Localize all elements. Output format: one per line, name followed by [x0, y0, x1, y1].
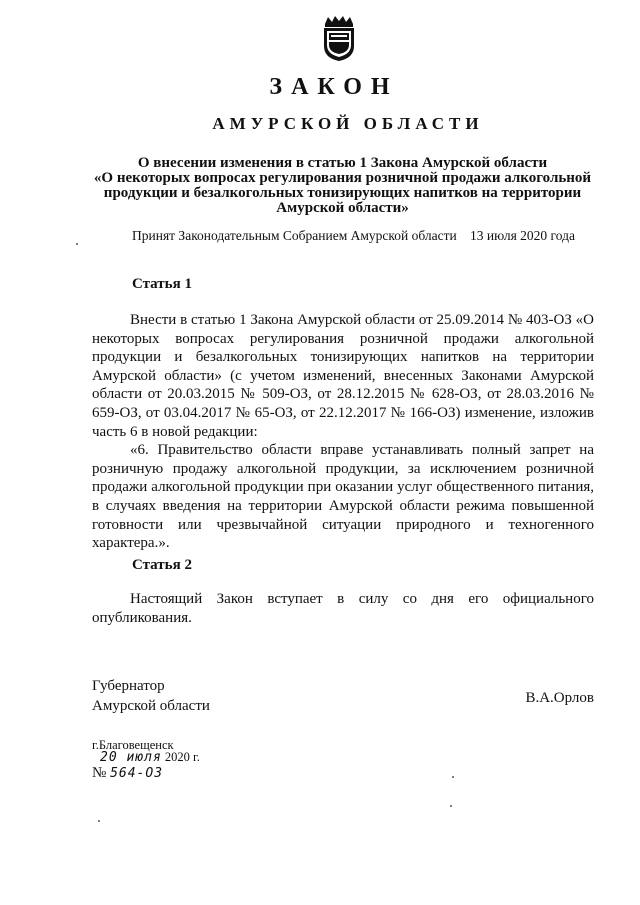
scan-speck: [76, 243, 78, 245]
heading-line: продукции и безалкогольных тонизирующих напитков на территории: [103, 185, 582, 201]
signing-date: [100, 750, 200, 765]
signatory-title: Губернатор: [92, 678, 165, 694]
heading-line: «О некоторых вопросах регулирования розничной продажи алкогольной: [93, 170, 592, 186]
article-2-body: [92, 590, 594, 627]
article-2-title: Статья 2: [132, 557, 192, 573]
article-1-title: Статья 1: [132, 276, 192, 292]
region-subtitle: АМУРСКОЙ ОБЛАСТИ: [212, 114, 484, 133]
signing-city: г.Благовещенск: [92, 738, 174, 752]
document-type-title: ЗАКОН: [269, 74, 399, 100]
heading-line: О внесении изменения в статью 1 Закона Амурской области: [137, 155, 548, 171]
handwritten-number: 564-ОЗ: [110, 766, 164, 781]
signing-year: 2020 г.: [164, 750, 200, 764]
article-1-paragraph: «6. Правительство области вправе устанавливать полный запрет на розничную продажу алкогольной продукции, за исключением розничной продажи алкогольной продукции при оказании услуг общественного питания, в случаях введения на территории Амурской области режима повышенной готовности или чрезвычайной ситуации природного и техногенного характера.».: [92, 442, 594, 552]
coat-of-arms-icon: [317, 14, 361, 62]
handwritten-date: 20 июля: [100, 750, 162, 765]
heading-line: Амурской области»: [276, 200, 409, 216]
article-1-body: [92, 311, 594, 553]
scan-speck: [452, 776, 454, 778]
law-heading: [90, 156, 595, 216]
scan-speck: [450, 805, 452, 807]
article-1-paragraph: Внести в статью 1 Закона Амурской области от 25.09.2014 № 403-ОЗ «О некоторых вопросах регулирования розничной продажи алкогольной продукции и безалкогольных тонизирующих напитков на территории Амурской области» (с учетом изменений, внесенных Законами Амурской области от 20.03.2015 № 509-ОЗ, от 28.12.2015 № 628-ОЗ, от 28.03.2016 № 659-ОЗ, от 03.04.2017 № 65-ОЗ, от 22.12.2017 № 166-ОЗ) изменение, изложив часть 6 в новой редакции:: [92, 312, 594, 440]
article-2-paragraph: Настоящий Закон вступает в силу со дня его официального опубликования.: [92, 591, 594, 626]
adoption-date: 13 июля 2020 года: [470, 228, 575, 243]
law-number: [92, 765, 163, 782]
signatory-position: [92, 676, 210, 716]
adoption-statement: Принят Законодательным Собранием Амурской области: [132, 228, 457, 243]
signatory-region: Амурской области: [92, 698, 210, 714]
number-sign: №: [92, 765, 107, 781]
scan-speck: [98, 820, 100, 822]
signatory-name: В.А.Орлов: [525, 690, 594, 706]
